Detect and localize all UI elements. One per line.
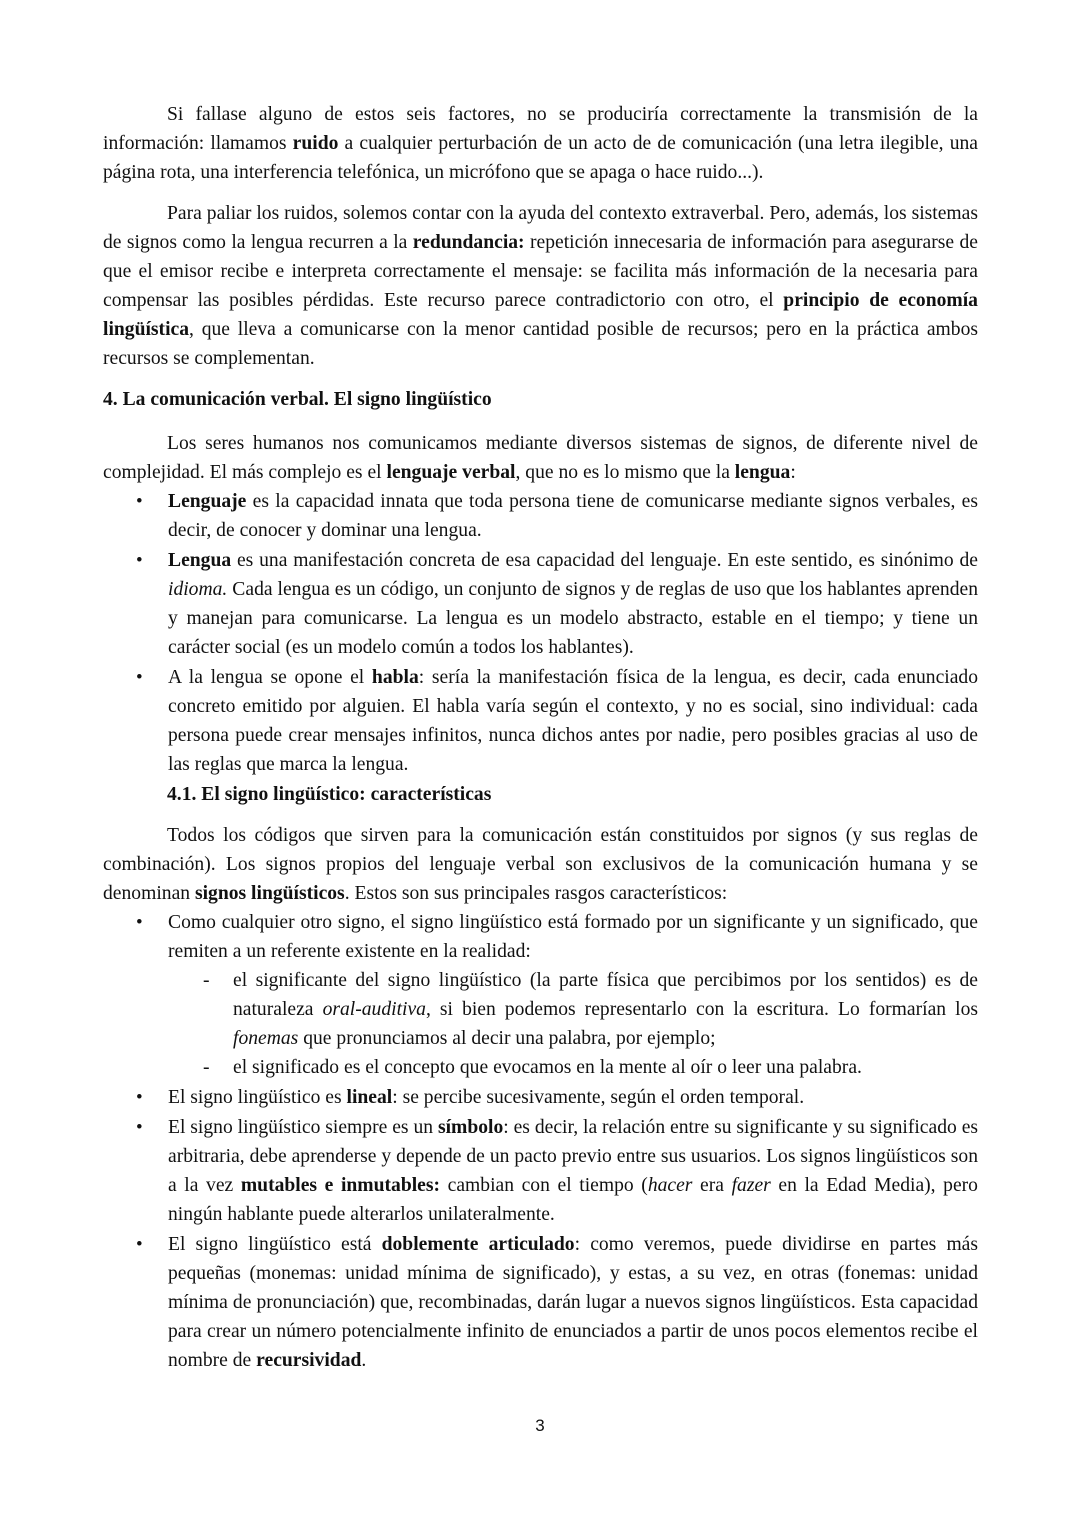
bullet-icon: • [136,1234,143,1255]
term: lineal [346,1087,393,1108]
bullet-icon: • [136,667,143,688]
text: El signo lingüístico es [168,1087,347,1108]
term: símbolo [437,1117,504,1138]
term: doblemente articulado [381,1234,575,1255]
term: mutables e inmutables: [240,1175,441,1196]
text: Los seres humanos nos comunicamos mediante diversos sistemas de signos, de diferente nivel de complejidad. El más complejo es el [103,433,978,483]
text: Como cualquier otro signo, el signo lingüístico está formado por un significante y un significado, que remiten a un referente existente en la realidad: [168,912,978,962]
text: el significante del signo lingüístico (la parte física que percibimos por los sentidos) es de naturaleza [233,970,978,1020]
bullet-icon: • [136,1087,143,1108]
text: Cada lengua es un código, un conjunto de signos y de reglas de uso que los hablantes aprenden y manejan para comunicarse. La lengua es un modelo abstracto, estable en el tiempo; y tiene un carácter social (es un modelo común a todos los hablantes). [168,579,978,658]
dash-text [168,1053,978,1082]
italic-term: idioma. [168,579,228,600]
text: : sería la manifestación física de la lengua, es decir, cada enunciado concreto emitido por alguien. El habla varía según el contexto, y no es social, sino individual: cada persona puede crear mensajes infinitos, nunca dichos antes por nadie, pero posibles gracias al uso de las reglas que marca la lengua. [168,667,978,775]
bullet-icon: • [136,912,143,933]
text: a cualquier perturbación de un acto de de comunicación (una letra ilegible, una página rota, una interferencia telefónica, un micrófono que se apaga o hace ruido...). [103,133,978,183]
text: . [361,1350,367,1371]
dash-item-significante [103,966,978,1053]
term-ruido: ruido [292,133,339,154]
dash-text [168,966,978,1053]
document-page [103,100,978,1376]
term-redundancia: redundancia: [412,232,525,253]
text: : como veremos, puede dividirse en partes más pequeñas (monemas: unidad mínima de significado), y estas, a su vez, en otras (fonemas: unidad mínima de pronunciación) que, recombinadas, darán lugar a nuevos signos lingüísticos. Esta capacidad para crear un número potencialmente infinito de enunciados a partir de unos pocos elementos recibe el nombre de [168,1234,979,1371]
text: , que lleva a comunicarse con la menor cantidad posible de recursos; pero en la práctica ambos recursos se complementan. [103,319,978,369]
italic-term: fazer [731,1175,771,1196]
italic-term: fonemas [233,1028,299,1049]
bullet-list-caracteristicas [103,908,978,1375]
list-item-simbolo [103,1113,978,1229]
term-signos-linguisticos: signos lingüísticos [194,883,345,904]
text: que pronunciamos al decir una palabra, por ejemplo; [298,1028,716,1049]
term-lenguaje-verbal: lenguaje verbal [386,462,516,483]
term: recursividad [256,1350,362,1371]
list-item-lengua [103,546,978,662]
list-item-lineal [103,1083,978,1112]
dash-icon: - [203,1057,210,1078]
text: el significado es el concepto que evocamos en la mente al oír o leer una palabra. [233,1057,862,1078]
bullet-list-lenguaje [103,487,978,779]
text: : [790,462,796,483]
term: Lenguaje [168,491,247,512]
page-number: 3 [535,1416,545,1435]
dash-item-significado [103,1053,978,1082]
term-lengua: lengua [734,462,791,483]
italic-term: oral-auditiva [322,999,426,1020]
text: cambian con el tiempo ( [440,1175,648,1196]
section-heading-4-1: 4.1. El signo lingüístico: características [167,784,492,805]
text: repetición innecesaria de información para asegurarse de que el emisor recibe e interpreta correctamente el mensaje: se facilita más información de la necesaria para compensar las posibles pérdidas. Este recurso parece contradictorio con otro, el [103,232,978,311]
text: es una manifestación concreta de esa capacidad del lenguaje. En este sentido, es sinónimo de [231,550,978,571]
text: . Estos son sus principales rasgos característicos: [344,883,728,904]
dash-icon: - [203,970,210,991]
term-principio-economia: principio de economía lingüística [103,290,978,340]
term: habla [371,667,419,688]
text: : se percibe sucesivamente, según el orden temporal. [392,1087,805,1108]
text: , que no es lo mismo que la [515,462,735,483]
text: : es decir, la relación entre su significante y su significado es arbitraria, debe aprenderse y depende de un pacto previo entre sus usuarios. Los signos lingüísticos son a la vez [168,1117,979,1196]
paragraph-redundancia [103,199,978,373]
dash-list [103,966,978,1082]
text: Todos los códigos que sirven para la comunicación están constituidos por signos (y sus reglas de combinación). Los signos propios del lenguaje verbal son exclusivos de la comunicación humana y se denominan [103,825,978,904]
list-item-habla [103,663,978,779]
section-heading-4: 4. La comunicación verbal. El signo lingüístico [103,389,492,410]
paragraph-section-4-intro [103,429,978,487]
bullet-icon: • [136,1117,143,1138]
text: , si bien podemos representarlo con la escritura. Lo formarían los [425,999,979,1020]
text: es la capacidad innata que toda persona tiene de comunicarse mediante signos verbales, es decir, de conocer y dominar una lengua. [168,491,978,541]
paragraph-ruido [103,100,978,187]
text: A la lengua se opone el [168,667,372,688]
bullet-icon: • [136,550,143,571]
text: Para paliar los ruidos, solemos contar con la ayuda del contexto extraverbal. Pero, además, los sistemas de signos como la lengua recurren a la [103,203,978,253]
text: era [692,1175,732,1196]
text: Si fallase alguno de estos seis factores, no se produciría correctamente la transmisión de la información: llamamos [103,104,978,154]
list-item-significante-significado [103,908,978,1082]
term: Lengua [168,550,232,571]
italic-term: hacer [647,1175,693,1196]
bullet-icon: • [136,491,143,512]
paragraph-section-4-1-intro [103,821,978,908]
text: El signo lingüístico siempre es un [168,1117,438,1138]
list-item-doblemente-articulado [103,1230,978,1375]
text: El signo lingüístico está [168,1234,382,1255]
list-item-lenguaje [103,487,978,545]
text: en la Edad Media), pero ningún hablante puede alterarlos unilateralmente. [168,1175,978,1225]
